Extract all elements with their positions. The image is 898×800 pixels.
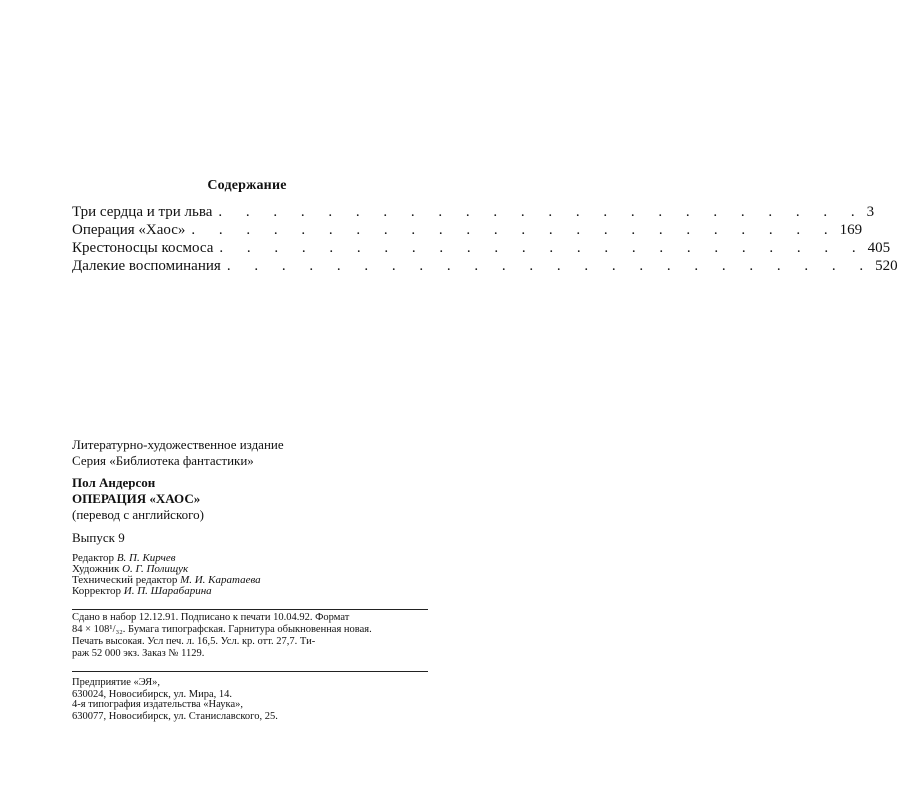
toc-entry-page: 520 [875, 258, 898, 274]
toc-entry [72, 203, 875, 221]
toc-leader-dots: . . . . . . . . . . . . . . . . . . . . . . . . [191, 222, 838, 238]
staff-credits [72, 553, 261, 597]
tech-line: раж 52 000 экз. Заказ № 1129. [72, 648, 205, 659]
staff-role: Художник [72, 563, 123, 575]
staff-role: Редактор [72, 552, 117, 564]
toc-leader-dots: . . . . . . . . . . . . . . . . . . . . . . . . [219, 240, 866, 256]
edition-info [72, 437, 284, 469]
toc-leader-dots: . . . . . . . . . . . . . . . . . . . . . . . . [226, 258, 874, 274]
table-of-contents [72, 203, 898, 275]
staff-name: В. П. Кирчев [116, 552, 176, 564]
toc-entry-title: Далекие воспоминания [72, 258, 221, 274]
toc-entry-page: 3 [866, 204, 875, 220]
tech-line: Сдано в набор 12.12.91. Подписано к печати 10.04.92. Формат [72, 612, 350, 623]
toc-heading: Содержание [207, 178, 287, 193]
book-title: ОПЕРАЦИЯ «ХАОС» [72, 491, 201, 506]
printer-address: 630077, Новосибирск, ул. Станиславского, 25. [72, 711, 278, 722]
tech-line: 84 × 108¹/₃₂. Бумага типографская. Гарнитура обыкновенная новая. [72, 624, 372, 635]
author-name: Пол Андерсон [72, 475, 156, 490]
book-info [72, 475, 204, 523]
toc-entry-page: 169 [839, 222, 863, 238]
staff-line [72, 586, 261, 597]
technical-info [72, 612, 428, 660]
publisher-block [72, 677, 232, 701]
publisher-address: 630024, Новосибирск, ул. Мира, 14. [72, 689, 233, 700]
publisher-name: Предприятие «ЭЯ», [72, 677, 160, 688]
toc-entry [72, 239, 891, 257]
toc-entry-title: Три сердца и три льва [72, 204, 213, 220]
staff-name: М. И. Каратаева [180, 574, 261, 586]
edition-type: Литературно-художественное издание [72, 437, 284, 452]
toc-entry-title: Крестоносцы космоса [72, 240, 214, 256]
divider-bottom [72, 671, 428, 672]
toc-entry [72, 257, 898, 275]
translation-note: (перевод с английского) [72, 507, 204, 522]
printer-block [72, 699, 278, 723]
toc-entry [72, 221, 863, 239]
issue-number: Выпуск 9 [72, 530, 125, 545]
staff-name: И. П. Шарабарина [123, 585, 212, 597]
toc-entry-page: 405 [867, 240, 891, 256]
series-name: Серия «Библиотека фантастики» [72, 453, 254, 468]
printer-name: 4-я типография издательства «Наука», [72, 699, 243, 710]
toc-entry-title: Операция «Хаос» [72, 222, 186, 238]
staff-role: Технический редактор [72, 574, 181, 586]
toc-leader-dots: . . . . . . . . . . . . . . . . . . . . . . . . [218, 204, 865, 220]
staff-name: О. Г. Полищук [122, 563, 189, 575]
tech-line: Печать высокая. Усл печ. л. 16,5. Усл. кр. отт. 27,7. Ти- [72, 636, 316, 647]
staff-role: Корректор [72, 585, 124, 597]
divider-top [72, 609, 428, 610]
